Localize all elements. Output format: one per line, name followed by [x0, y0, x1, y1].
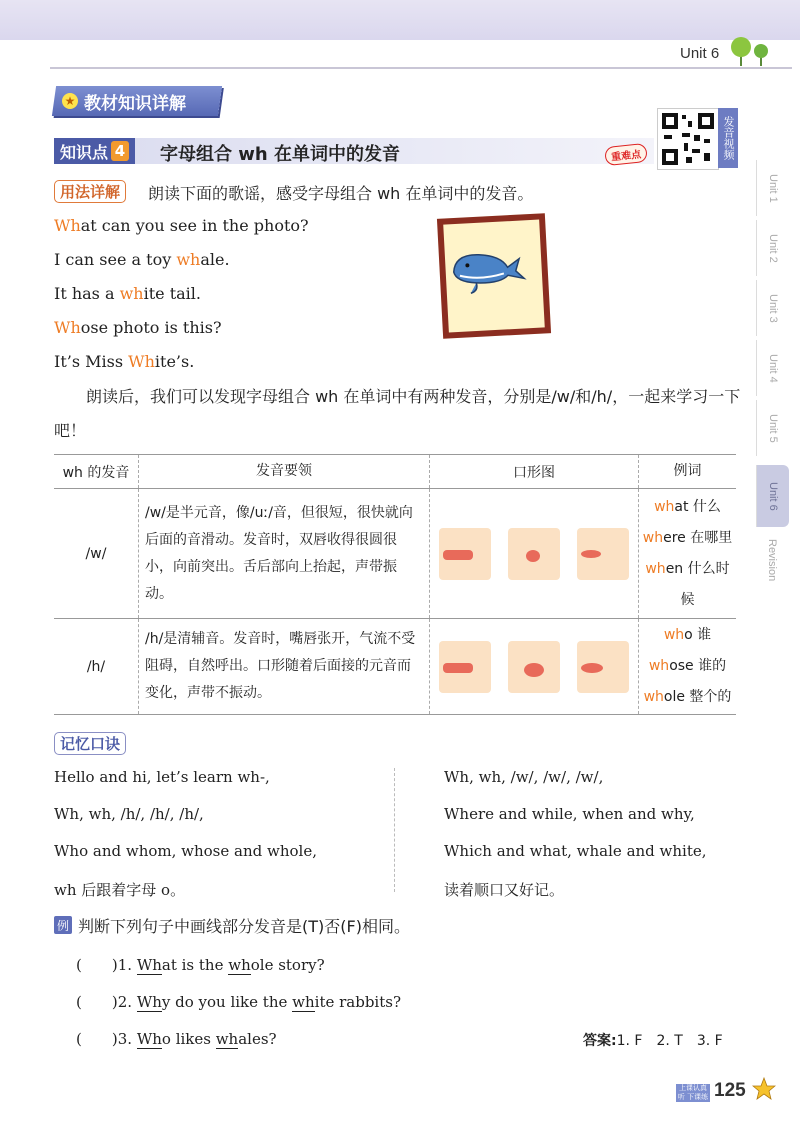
side-tab-unit6[interactable]: Unit 6 [756, 465, 789, 527]
table-row [54, 489, 736, 619]
side-tab-unit5[interactable]: Unit 5 [756, 400, 789, 456]
knowledge-point-title: 字母组合 wh 在单词中的发音 [160, 144, 400, 165]
memory-line: Where and while, when and why, [444, 805, 695, 823]
table-header: 发音要领 [139, 455, 430, 489]
example-word: where 在哪里 [642, 529, 733, 546]
example-word: when 什么时候 [645, 560, 730, 608]
mouth-side-view-icon [439, 641, 491, 693]
memory-line: Hello and hi, let’s learn wh-, [54, 768, 270, 786]
whale-icon [443, 220, 532, 320]
question-item: ( )1. What is the whole story? [76, 956, 325, 974]
poem-line: I can see a toy whale. [54, 250, 230, 269]
answer-blank[interactable]: ( ) [76, 1030, 118, 1048]
wh-sound-table [54, 454, 736, 715]
qr-code-icon[interactable] [657, 108, 719, 170]
mouth-front-view-icon [508, 528, 560, 580]
poem-line: It has a white tail. [54, 284, 201, 303]
examples-cell [639, 489, 737, 619]
side-tab-unit1[interactable]: Unit 1 [756, 160, 789, 216]
tips-cell: /h/是清辅音。发音时，嘴唇张开，气流不受阻碍，自然呼出。口形随着后面接的元音而变化，声带不振动。 [139, 619, 430, 715]
mouth-profile-icon [577, 528, 629, 580]
memory-line: Wh, wh, /w/, /w/, /w/, [444, 768, 604, 786]
whale-photo [437, 213, 551, 338]
memory-line: 读着顺口又好记。 [444, 881, 565, 899]
table-header: 口形图 [430, 455, 639, 489]
table-header: wh 的发音 [54, 455, 139, 489]
memory-line: Which and what, whale and white, [444, 842, 707, 860]
page-number: 125 [714, 1080, 746, 1101]
video-label: 发音视频 [718, 108, 738, 168]
memory-line: Who and whom, whose and whole, [54, 842, 317, 860]
side-tab-revision[interactable]: Revision [766, 538, 778, 582]
example-instruction: 判断下列句子中画线部分发音是(T)否(F)相同。 [78, 917, 410, 936]
table-header: 例词 [639, 455, 737, 489]
example-word: whose 谁的 [648, 658, 727, 674]
section-banner [52, 86, 222, 116]
unit-label: Unit 6 [680, 45, 720, 62]
mouth-front-view-icon [508, 641, 560, 693]
mouth-side-view-icon [439, 528, 491, 580]
table-row [54, 619, 736, 715]
mouth-shape-cell [430, 489, 639, 619]
question-item: ( )2. Why do you like the white rabbits? [76, 993, 401, 1011]
knowledge-point-tag [54, 138, 135, 164]
answer-blank[interactable]: ( ) [76, 956, 118, 974]
sound-cell: /w/ [54, 489, 139, 619]
section-title: 教材知识详解 [84, 93, 186, 114]
examples-cell [639, 619, 737, 715]
footer-slogan: 上课认真听 下课练天堂 [677, 1084, 709, 1110]
answer-blank[interactable]: ( ) [76, 993, 118, 1011]
question-item: ( )3. Who likes whales? [76, 1030, 277, 1048]
side-tab-unit4[interactable]: Unit 4 [756, 340, 789, 396]
kp-tag-label: 知识点 [60, 142, 109, 162]
poem-line: What can you see in the photo? [54, 216, 309, 235]
memory-line: Wh, wh, /h/, /h/, /h/, [54, 805, 204, 823]
example-word: who 谁 [663, 627, 712, 643]
side-tab-unit2[interactable]: Unit 2 [756, 220, 789, 276]
example-word: what 什么 [654, 498, 721, 515]
example-word: whole 整个的 [643, 689, 732, 705]
kp-number: 4 [111, 141, 129, 161]
side-tab-unit3[interactable]: Unit 3 [756, 280, 789, 336]
example-icon: 例 [54, 916, 72, 934]
mouth-profile-icon [577, 641, 629, 693]
summary-paragraph: 朗读后，我们可以发现字母组合 wh 在单词中有两种发音，分别是/w/和/h/，一起来学习一下吧！ [54, 387, 741, 440]
usage-text: 朗读下面的歌谣，感受字母组合 wh 在单词中的发音。 [148, 184, 534, 203]
sound-cell: /h/ [54, 619, 139, 715]
header-divider [50, 67, 792, 69]
tips-cell: /w/是半元音，像/uː/音，但很短，很快就向后面的音滑动。发音时，双唇收得很圆很小，向前突出。舌后部向上抬起，声带振动。 [139, 489, 430, 619]
top-strip [0, 0, 800, 40]
memory-label: 记忆口诀 [54, 732, 126, 755]
memory-line: wh 后跟着字母 o。 [54, 881, 186, 899]
star-icon: ★ [62, 93, 78, 109]
answer-key: 答案:1. F 2. T 3. F [583, 1033, 723, 1049]
poem-line: Whose photo is this? [54, 318, 222, 337]
memory-divider [394, 768, 395, 892]
tree-icon [728, 34, 772, 68]
star-mascot-icon [752, 1077, 776, 1101]
poem-line: It’s Miss White’s. [54, 352, 195, 371]
usage-label: 用法详解 [54, 180, 126, 203]
key-difficulty-badge: 重难点 [604, 143, 648, 166]
mouth-shape-cell [430, 619, 639, 715]
